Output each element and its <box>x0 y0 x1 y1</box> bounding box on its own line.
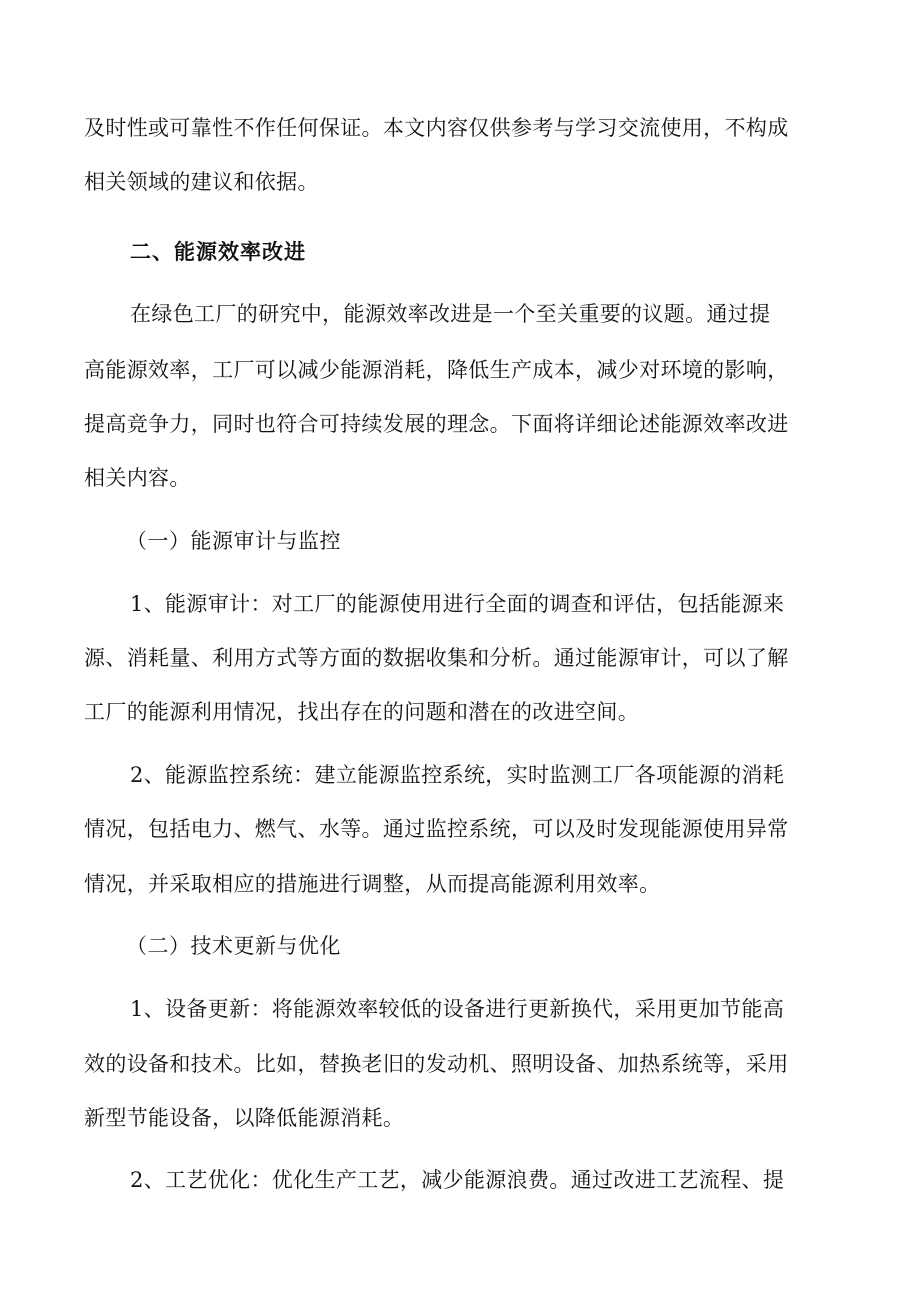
paragraph-line: 1、设备更新：将能源效率较低的设备进行更新换代，采用更加节能高 <box>130 997 785 1021</box>
subsection-heading: （一）能源审计与监控 <box>126 529 341 553</box>
paragraph-line: 2、能源监控系统：建立能源监控系统，实时监测工厂各项能源的消耗 <box>130 763 785 787</box>
paragraph-line: 相关领域的建议和依据。 <box>84 170 319 194</box>
paragraph-line: 相关内容。 <box>84 466 191 490</box>
paragraph-line: 及时性或可靠性不作任何保证。本文内容仅供参考与学习交流使用，不构成 <box>84 116 789 140</box>
paragraph-line: 2、工艺优化：优化生产工艺，减少能源浪费。通过改进工艺流程、提 <box>130 1168 785 1192</box>
paragraph-line: 新型节能设备，以降低能源消耗。 <box>84 1106 405 1130</box>
paragraph-line: 高能源效率，工厂可以减少能源消耗，降低生产成本，减少对环境的影响， <box>84 358 789 382</box>
subsection-heading: （二）技术更新与优化 <box>126 934 341 958</box>
paragraph-line: 源、消耗量、利用方式等方面的数据收集和分析。通过能源审计，可以了解 <box>84 646 789 670</box>
paragraph-line: 情况，包括电力、燃气、水等。通过监控系统，可以及时发现能源使用异常 <box>84 817 789 841</box>
paragraph-line: 1、能源审计：对工厂的能源使用进行全面的调查和评估，包括能源来 <box>130 592 785 616</box>
paragraph-line: 工厂的能源利用情况，找出存在的问题和潜在的改进空间。 <box>84 700 640 724</box>
paragraph-line: 情况，并采取相应的措施进行调整，从而提高能源利用效率。 <box>84 872 661 896</box>
section-heading: 二、能源效率改进 <box>130 240 306 264</box>
paragraph-line: 在绿色工厂的研究中，能源效率改进是一个至关重要的议题。通过提 <box>130 302 771 326</box>
paragraph-line: 提高竞争力，同时也符合可持续发展的理念。下面将详细论述能源效率改进 <box>84 412 789 436</box>
paragraph-line: 效的设备和技术。比如，替换老旧的发动机、照明设备、加热系统等，采用 <box>84 1052 789 1076</box>
